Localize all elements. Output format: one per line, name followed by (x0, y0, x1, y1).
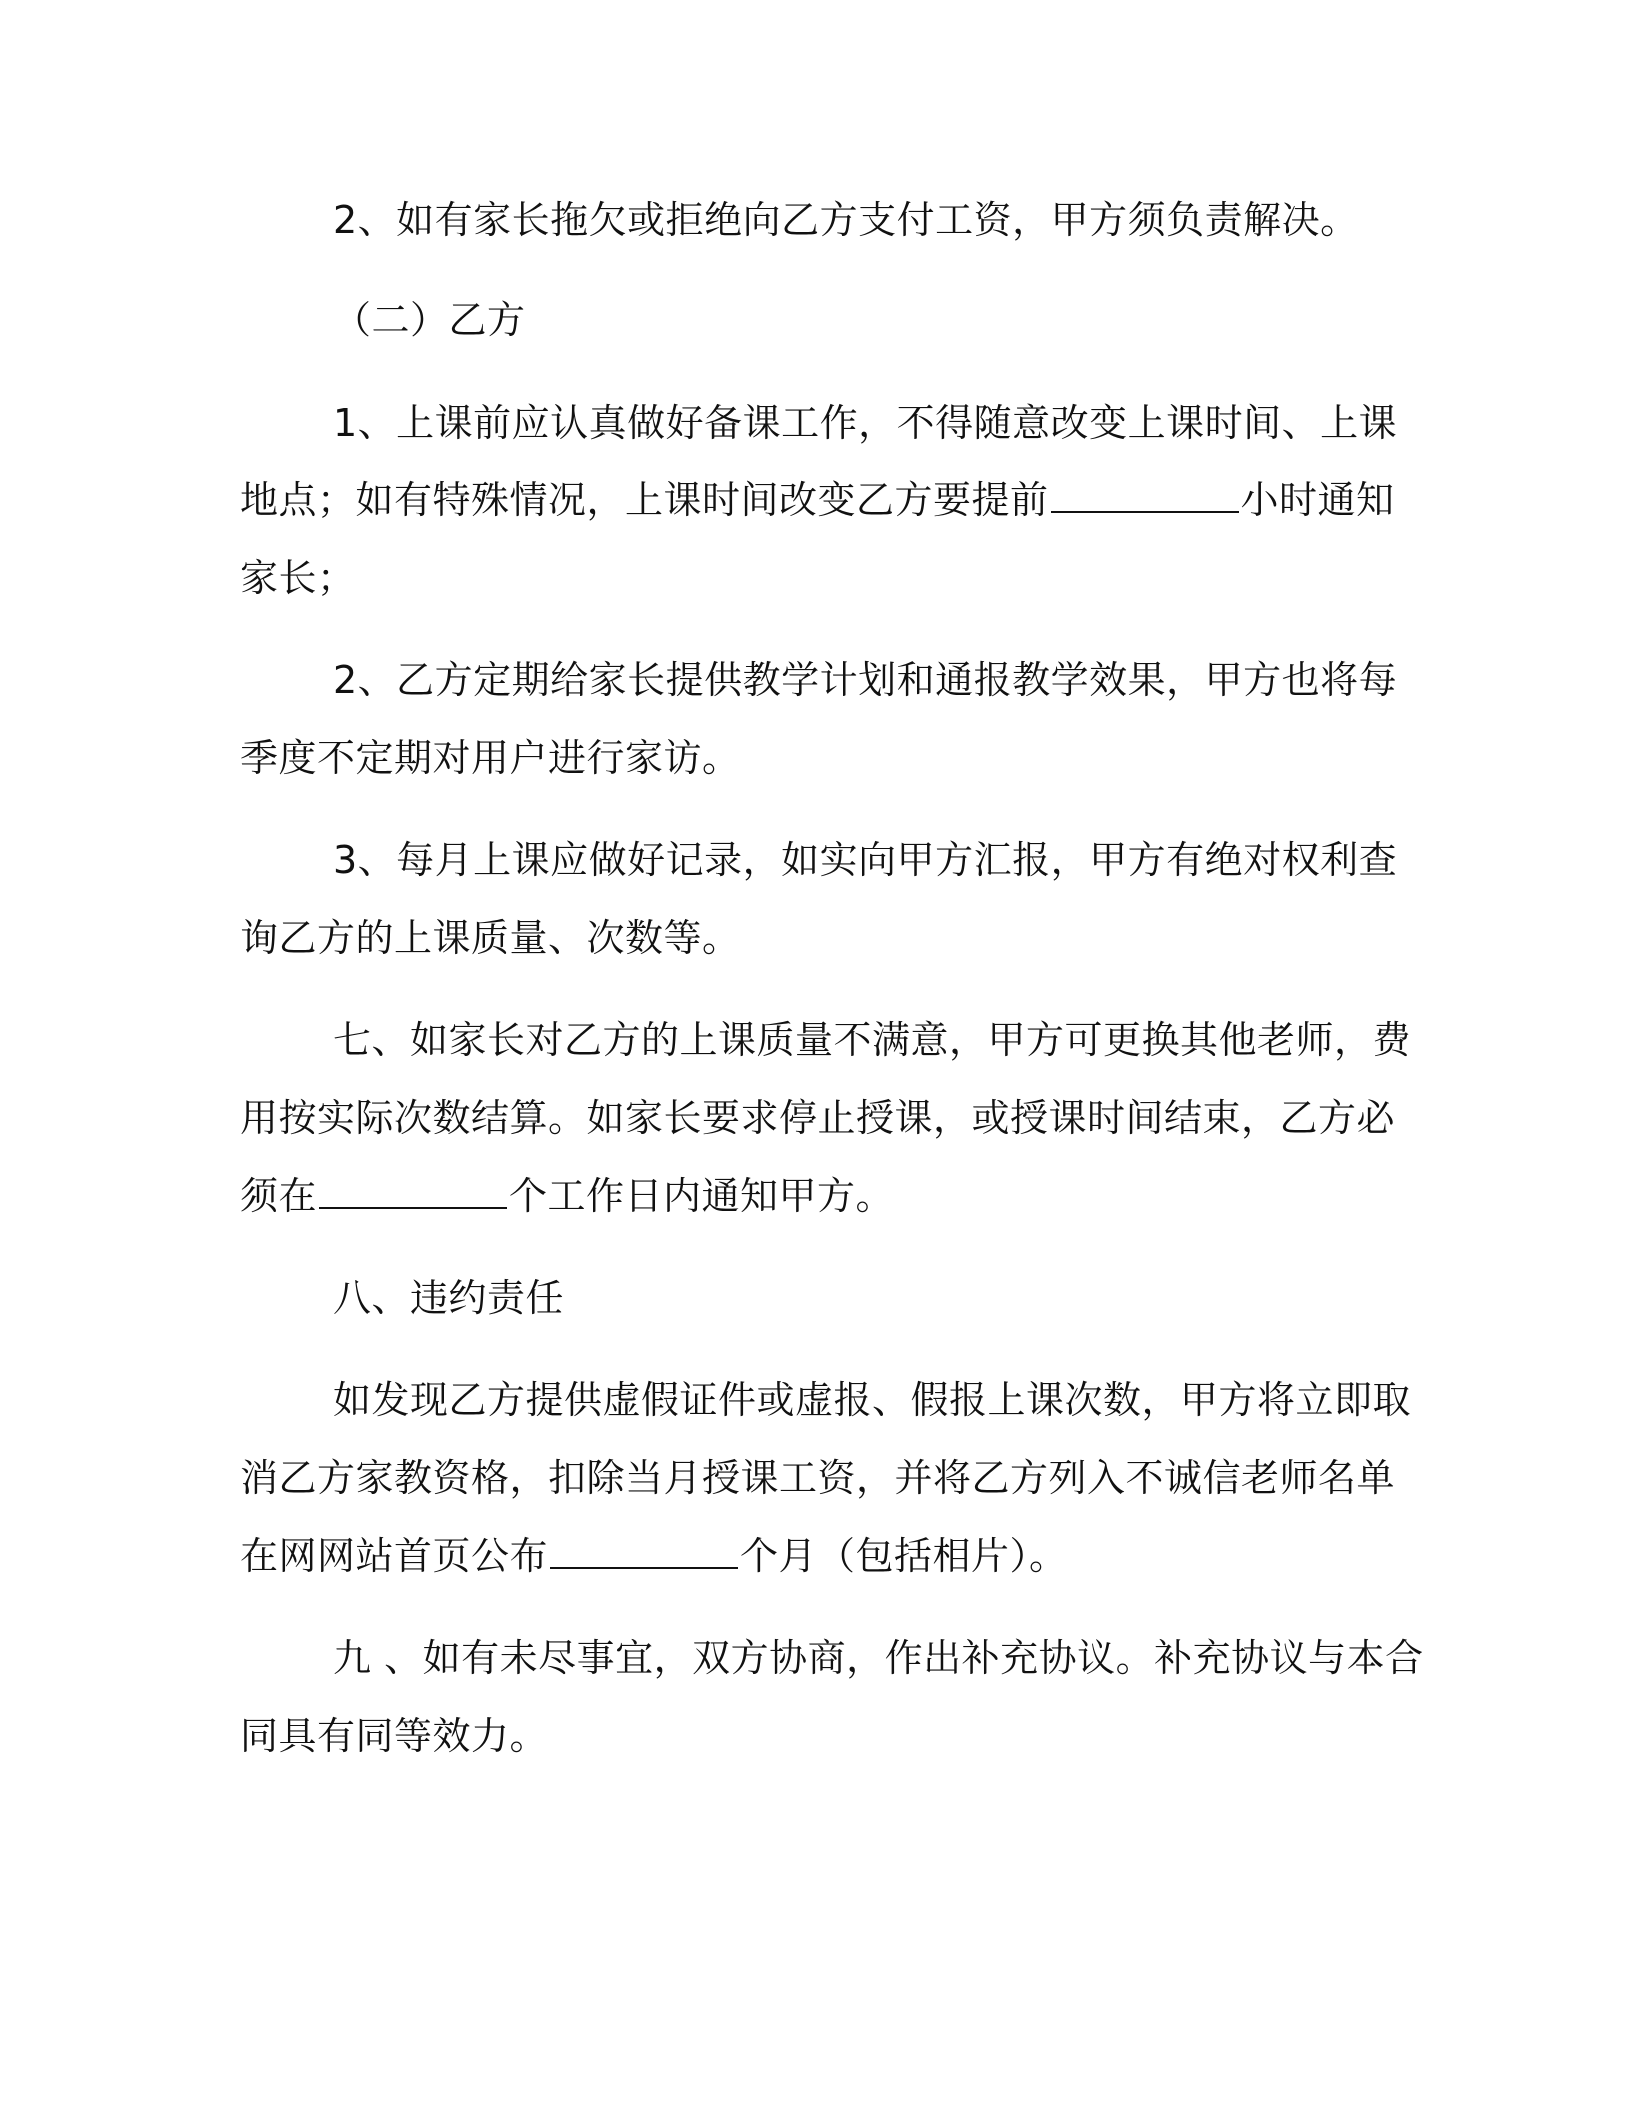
text: 2、如有家长拖欠或拒绝向乙方支付工资，甲方须负责解决。 (333, 198, 1359, 242)
paragraph-line (240, 554, 356, 602)
fill-in-blank[interactable] (319, 1177, 507, 1209)
paragraph-line (240, 1454, 1395, 1502)
paragraph-line (240, 1532, 1068, 1580)
text: 家长； (240, 556, 356, 600)
section-heading (333, 1274, 564, 1322)
text: 九 、如有未尽事宜，双方协商，作出补充协议。补充协议与本合 (333, 1636, 1424, 1680)
text: 1、上课前应认真做好备课工作，不得随意改变上课时间、上课 (333, 401, 1398, 445)
text: 七、如家长对乙方的上课质量不满意，甲方可更换其他老师，费 (333, 1018, 1412, 1062)
paragraph-line (333, 399, 1397, 447)
paragraph-line (240, 476, 1395, 524)
text: 小时通知 (1240, 478, 1395, 522)
text: 询乙方的上课质量、次数等。 (240, 916, 741, 960)
text: 2、乙方定期给家长提供教学计划和通报教学效果，甲方也将每 (333, 658, 1398, 702)
paragraph-line (333, 1016, 1411, 1064)
section-heading (333, 296, 526, 344)
paragraph-line (333, 1634, 1424, 1682)
paragraph-line (240, 1712, 548, 1760)
text: 消乙方家教资格，扣除当月授课工资，并将乙方列入不诚信老师名单 (240, 1456, 1396, 1500)
paragraph-line (333, 1376, 1411, 1424)
text: 同具有同等效力。 (240, 1714, 549, 1758)
paragraph-line (333, 656, 1397, 704)
paragraph-line (240, 1094, 1395, 1142)
text: 须在 (240, 1174, 318, 1218)
text: 3、每月上课应做好记录，如实向甲方汇报，甲方有绝对权利查 (333, 838, 1398, 882)
paragraph-line (240, 734, 741, 782)
text: 个月（包括相片）。 (740, 1534, 1068, 1578)
paragraph-line (333, 836, 1397, 884)
heading-text: （二）乙方 (333, 298, 526, 342)
text: 在网网站首页公布 (240, 1534, 549, 1578)
paragraph-line (240, 1172, 894, 1220)
paragraph-line (240, 914, 741, 962)
text: 地点；如有特殊情况，上课时间改变乙方要提前 (240, 478, 1049, 522)
paragraph-line (333, 196, 1359, 244)
text: 用按实际次数结算。如家长要求停止授课，或授课时间结束，乙方必 (240, 1096, 1396, 1140)
text: 如发现乙方提供虚假证件或虚报、假报上课次数，甲方将立即取 (333, 1378, 1412, 1422)
text: 个工作日内通知甲方。 (509, 1174, 895, 1218)
heading-text: 八、违约责任 (333, 1276, 565, 1320)
fill-in-blank[interactable] (550, 1537, 738, 1569)
fill-in-blank[interactable] (1051, 481, 1239, 513)
text: 季度不定期对用户进行家访。 (240, 736, 741, 780)
